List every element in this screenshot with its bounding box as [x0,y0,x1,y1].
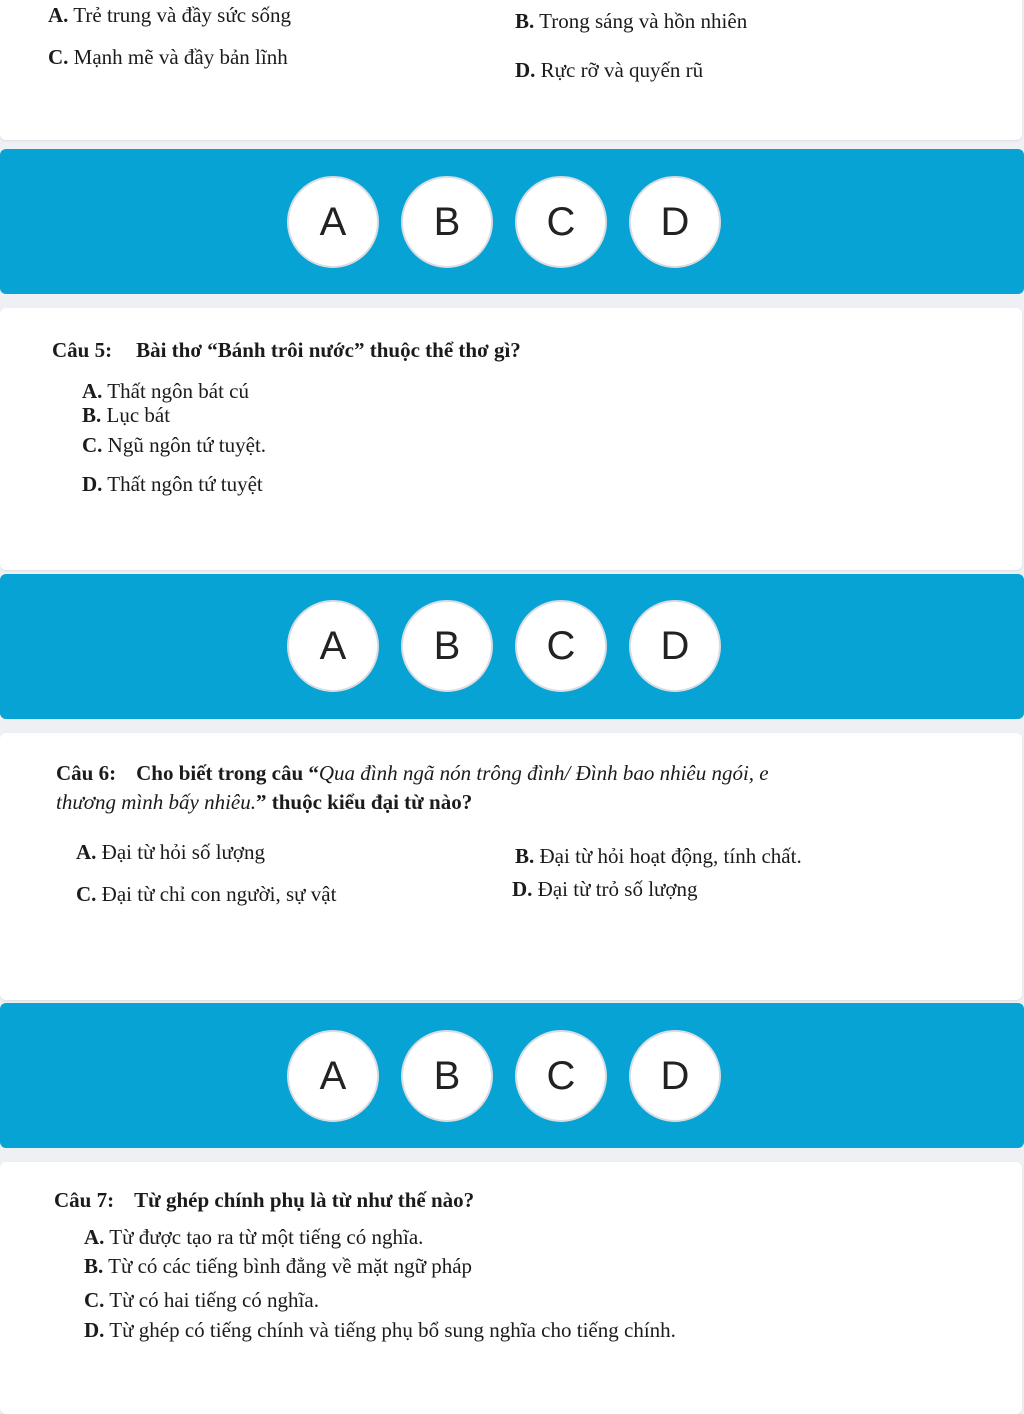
answer-b-button[interactable]: B [401,1030,493,1122]
option-c: C. Mạnh mẽ và đầy bản lĩnh [48,45,288,69]
answer-bar-q5 [0,574,1024,719]
option-c: C. Từ có hai tiếng có nghĩa. [84,1288,319,1312]
question-text-continued: thương mình bấy nhiêu.” thuộc kiểu đại từ nào? [56,790,473,814]
answer-b-button[interactable]: B [401,600,493,692]
answer-d-button[interactable]: D [629,1030,721,1122]
question-card-5 [0,308,1022,570]
answer-options [287,149,727,294]
option-a: A. Đại từ hỏi số lượng [76,840,266,864]
option-a: A. Từ được tạo ra từ một tiếng có nghĩa. [84,1225,424,1249]
question-text: Câu 5: Bài thơ “Bánh trôi nước” thuộc thể thơ gì? [52,338,521,362]
answer-c-button[interactable]: C [515,176,607,268]
answer-options [287,1003,727,1148]
answer-a-button[interactable]: A [287,600,379,692]
answer-c-button[interactable]: C [515,1030,607,1122]
question-text: Câu 6: Cho biết trong câu “Qua đình ngã nón trông đình/ Đình bao nhiêu ngói, e [56,761,769,785]
option-d: D. Từ ghép có tiếng chính và tiếng phụ bổ sung nghĩa cho tiếng chính. [84,1318,676,1342]
option-c: C. Đại từ chỉ con người, sự vật [76,882,337,906]
answer-bar-q4 [0,149,1024,294]
option-b: B. Lục bát [82,403,171,427]
option-d: D. Đại từ trỏ số lượng [512,877,698,901]
answer-b-button[interactable]: B [401,176,493,268]
answer-a-button[interactable]: A [287,176,379,268]
option-c: C. Ngũ ngôn tứ tuyệt. [82,433,267,457]
answer-bar-q6 [0,1003,1024,1148]
option-b: B. Đại từ hỏi hoạt động, tính chất. [515,844,802,868]
option-b: B. Từ có các tiếng bình đẳng về mặt ngữ pháp [84,1254,473,1278]
option-d: D. Thất ngôn tứ tuyệt [82,472,263,496]
option-a: A. Trẻ trung và đầy sức sống [48,3,291,27]
answer-c-button[interactable]: C [515,600,607,692]
option-b: B. Trong sáng và hồn nhiên [515,9,748,33]
answer-a-button[interactable]: A [287,1030,379,1122]
answer-d-button[interactable]: D [629,176,721,268]
question-card-4 [0,0,1022,140]
answer-options [287,574,727,719]
option-d: D. Rực rỡ và quyến rũ [515,58,704,82]
option-a: A. Thất ngôn bát cú [82,379,250,403]
answer-d-button[interactable]: D [629,600,721,692]
question-card-7 [0,1162,1022,1414]
question-card-6 [0,733,1022,1000]
question-text: Câu 7: Từ ghép chính phụ là từ như thế nào? [54,1188,475,1212]
